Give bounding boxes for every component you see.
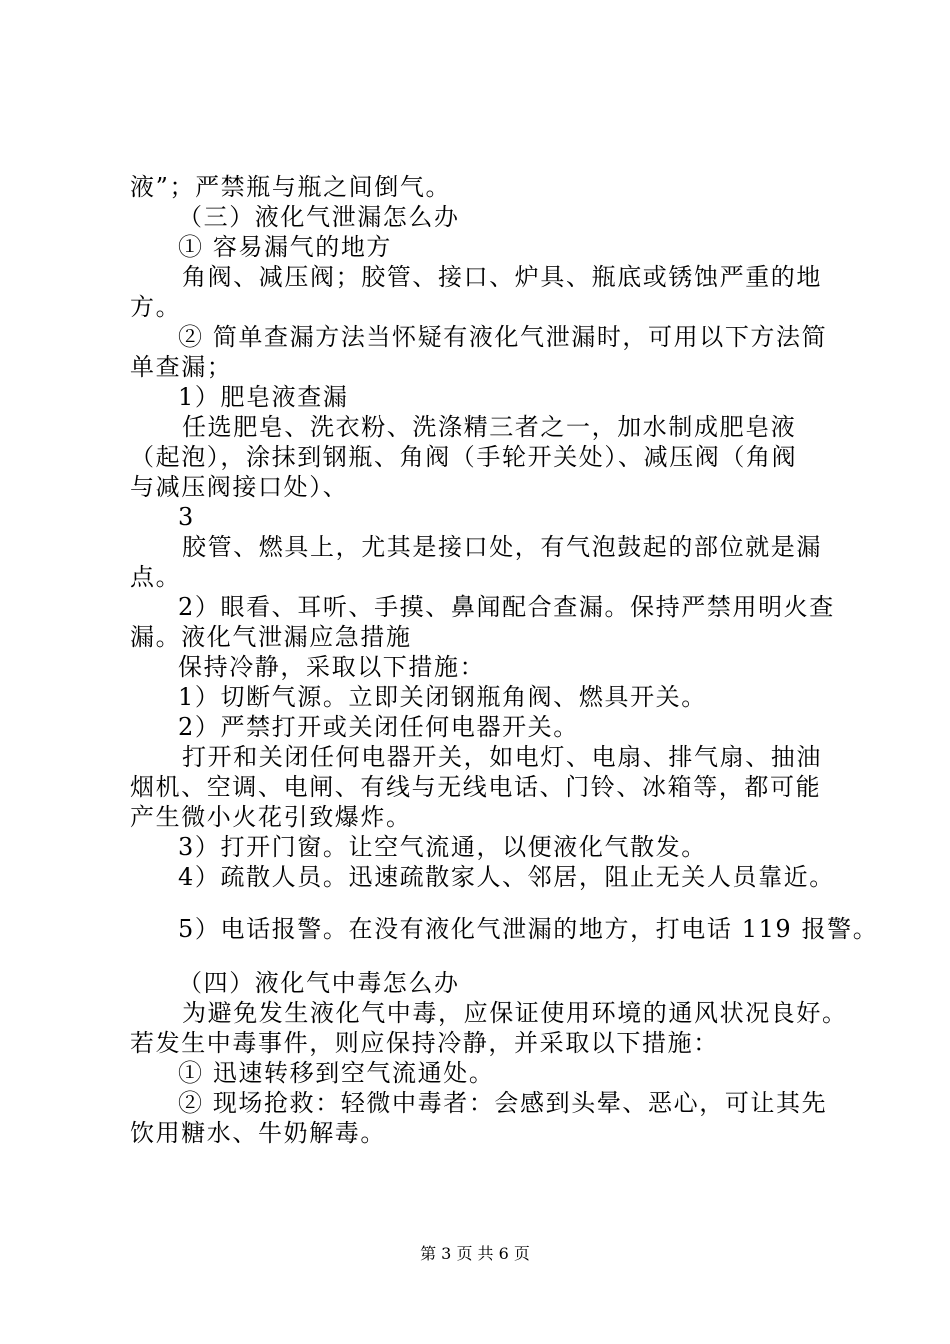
text-line: 与减压阀接口处）、 (130, 473, 349, 501)
list-item: 2）眼看、耳听、手摸、鼻闻配合查漏。保持严禁用明火查 (178, 593, 835, 621)
text-line: 胶管、燃具上，尤其是接口处，有气泡鼓起的部位就是漏 (182, 533, 822, 561)
list-item: 5）电话报警。在没有液化气泄漏的地方，打电话 119 报警。 (178, 915, 879, 943)
spacer (130, 892, 840, 914)
text-line: （起泡），涂抹到钢瓶、角阀（手轮开关处）、减压阀（角阀 (130, 443, 798, 471)
list-item: 3）打开门窗。让空气流通，以便液化气散发。 (178, 833, 707, 861)
text-line: 任选肥皂、洗衣粉、洗涤精三者之一，加水制成肥皂液 (182, 413, 797, 441)
list-item: 1）肥皂液查漏 (178, 383, 349, 411)
page-footer: 第 3 页 共 6 页 (420, 1244, 530, 1263)
text-line: 点。 (130, 563, 182, 591)
list-item: 2）严禁打开或关闭任何电器开关。 (178, 713, 579, 741)
sub-heading: ② 简单查漏方法当怀疑有液化气泄漏时，可用以下方法简 (178, 323, 828, 351)
document-body (130, 172, 879, 1148)
sub-heading: ① 容易漏气的地方 (178, 233, 393, 261)
list-item: 1）切断气源。立即关闭钢瓶角阀、燃具开关。 (178, 683, 707, 711)
sub-heading: ② 现场抢救：轻微中毒者：会感到头晕、恶心，可让其先 (178, 1089, 828, 1117)
section-heading-3: （三）液化气泄漏怎么办 (178, 203, 460, 231)
text-line: 单查漏； (130, 353, 233, 381)
inline-page-number: 3 (178, 503, 195, 531)
sub-heading: ① 迅速转移到空气流通处。 (178, 1059, 495, 1087)
text-line: 液”；严禁瓶与瓶之间倒气。 (130, 173, 452, 201)
text-line: 保持冷静，采取以下措施： (178, 653, 486, 681)
text-line: 产生微小火花引致爆炸。 (130, 803, 412, 831)
text-line: 若发生中毒事件，则应保持冷静，并采取以下措施： (130, 1029, 719, 1057)
text-line: 打开和关闭任何电器开关，如电灯、电扇、排气扇、抽油 (182, 743, 822, 771)
text-line: 漏。液化气泄漏应急措施 (130, 623, 412, 651)
text-line: 为避免发生液化气中毒，应保证使用环境的通风状况良好。 (182, 999, 848, 1027)
text-line: 饮用糖水、牛奶解毒。 (130, 1119, 386, 1147)
text-line: 方。 (130, 293, 182, 321)
text-line: 角阀、减压阀；胶管、接口、炉具、瓶底或锈蚀严重的地 (182, 263, 822, 291)
text-line: 烟机、空调、电闸、有线与无线电话、门铃、冰箱等，都可能 (130, 773, 822, 801)
spacer (130, 944, 840, 968)
list-item: 4）疏散人员。迅速疏散家人、邻居，阻止无关人员靠近。 (178, 863, 835, 891)
section-heading-4: （四）液化气中毒怎么办 (178, 969, 460, 997)
